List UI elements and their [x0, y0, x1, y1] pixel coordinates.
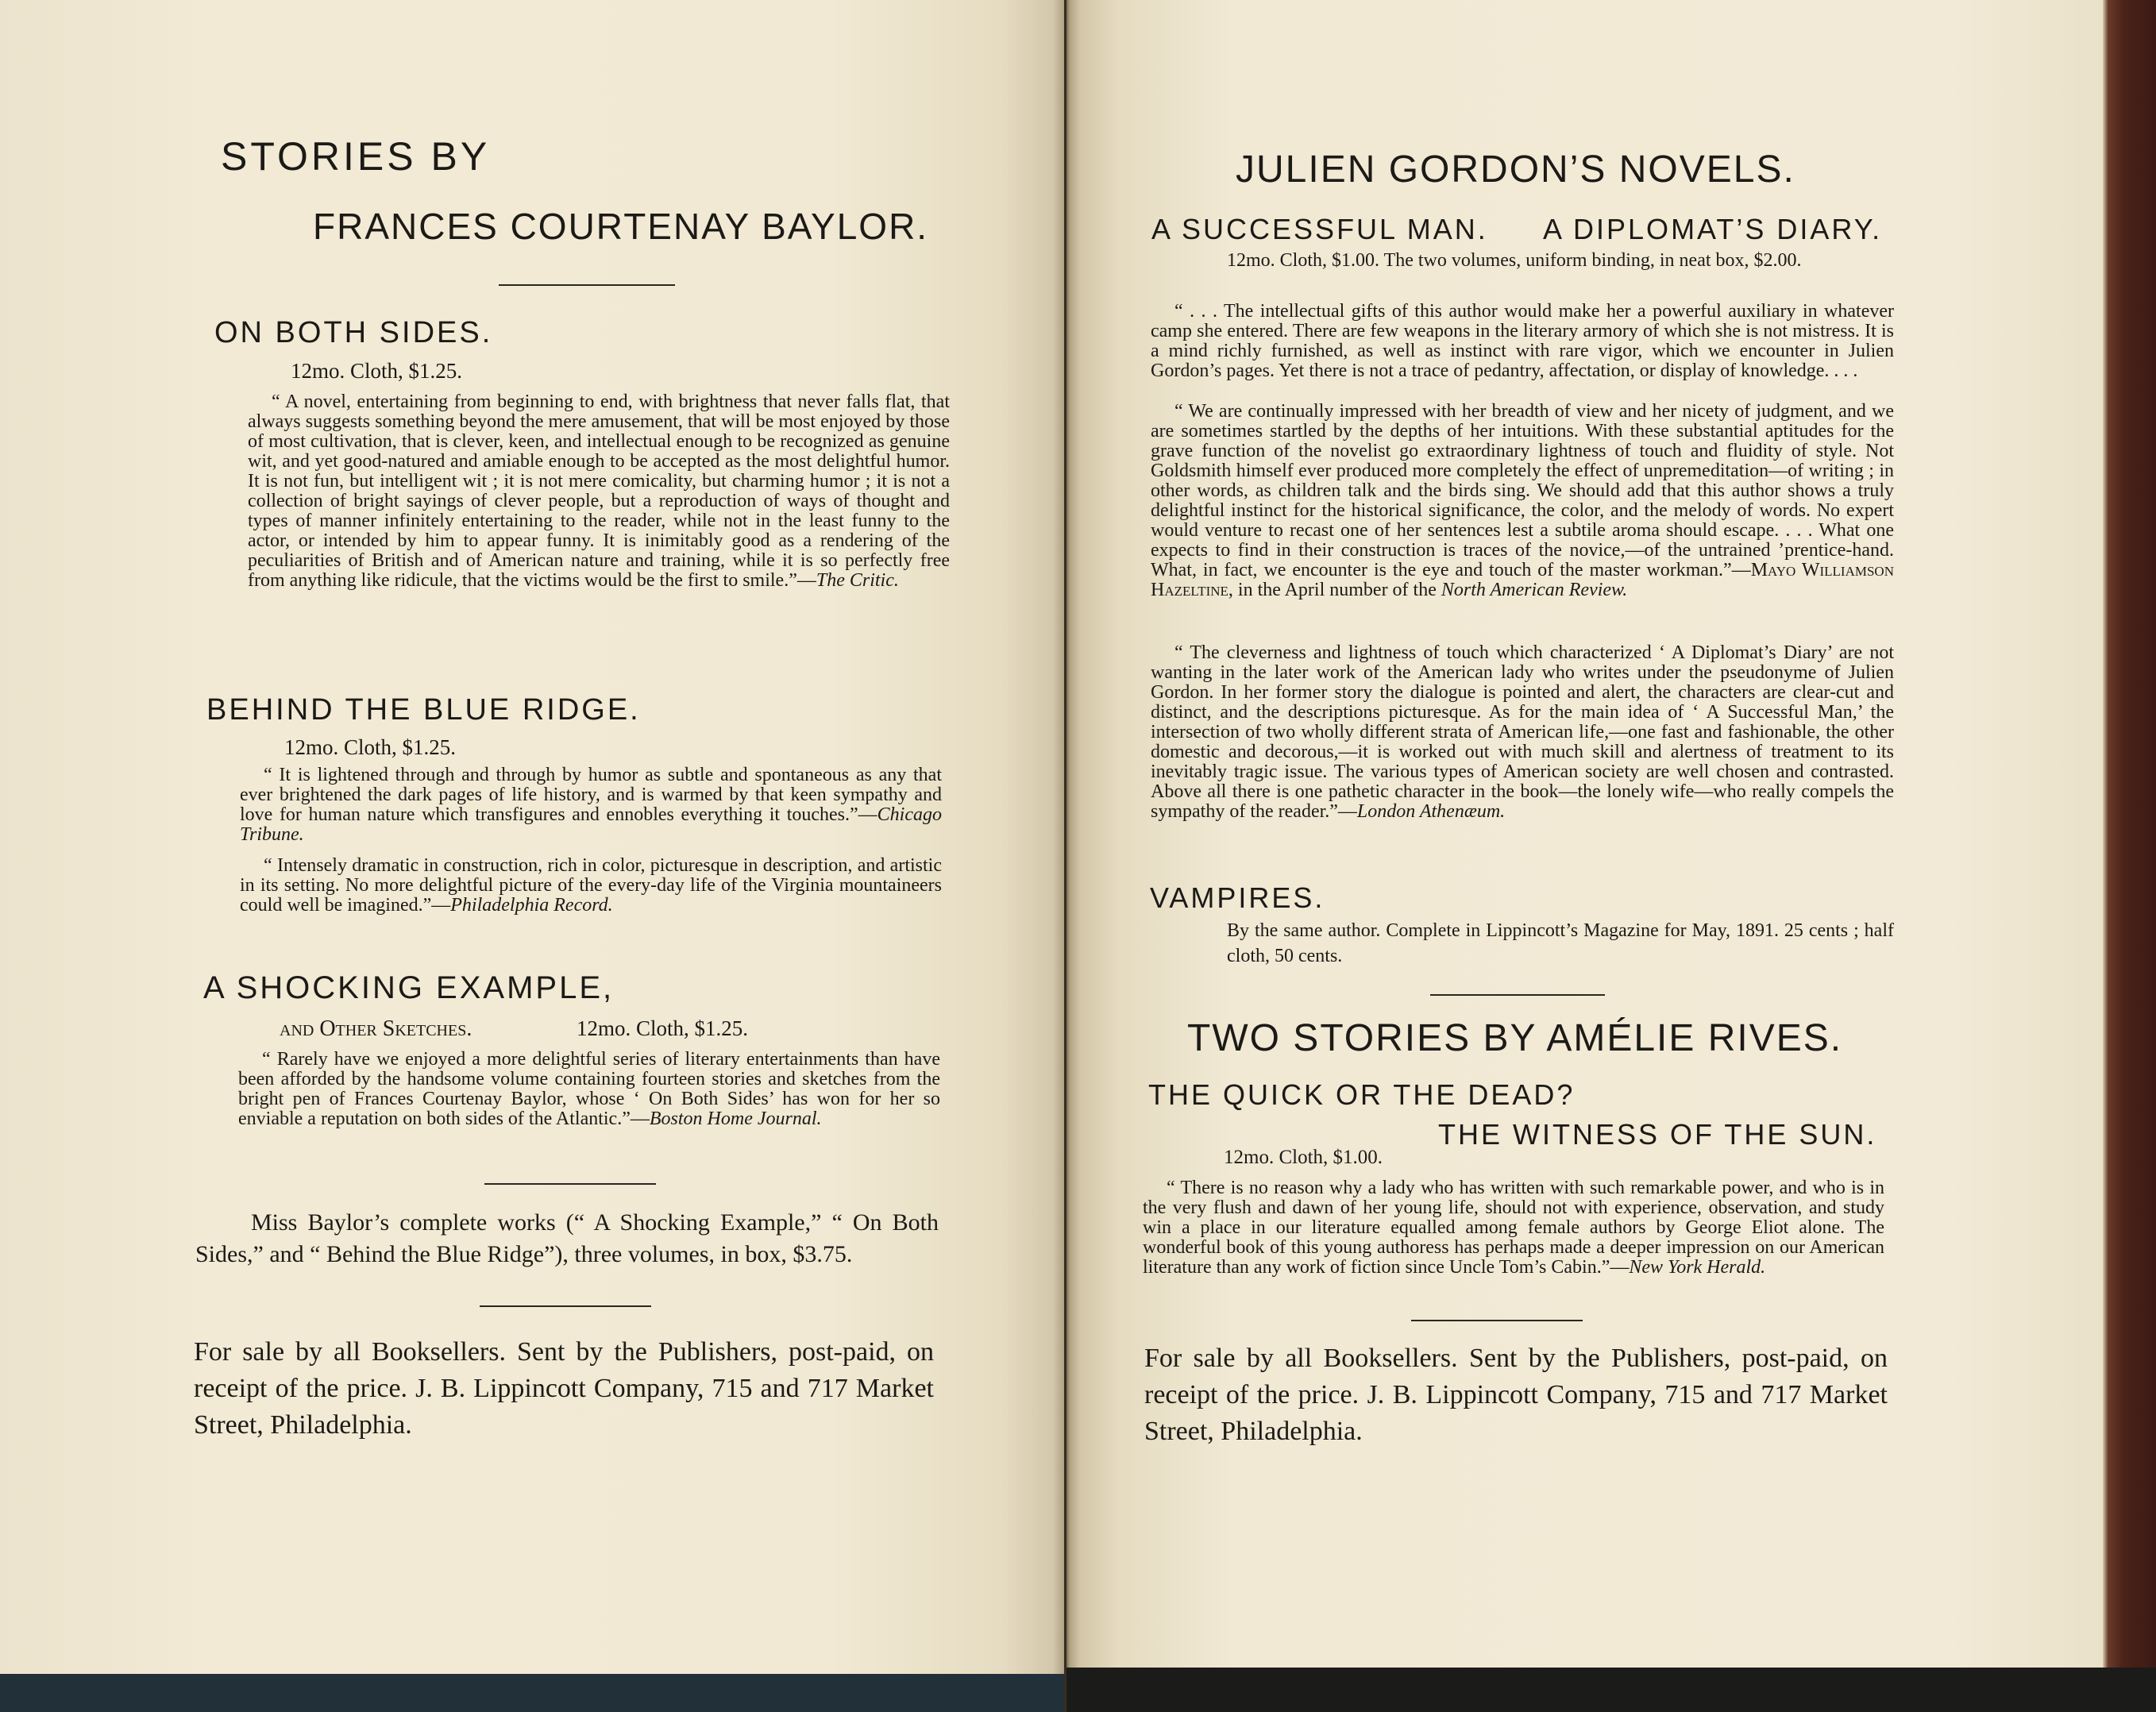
right-page: [1066, 0, 2103, 1712]
book-title-a-diplomats-diary: A DIPLOMAT’S DIARY.: [1543, 213, 1883, 245]
review-text: “ It is lightened through and through by humor as subtle and spontaneous as any that ever brightened the dark pages of life history, and is warmed by that keen sympathy and love for human nature which transfigures and ennobles everything it touches.”—: [240, 765, 942, 825]
book-title-a-successful-man: A SUCCESSFUL MAN.: [1151, 213, 1488, 245]
review-text: “ There is no reason why a lady who has written with such remarkable power, and who is in the very flush and dawn of her young life, should not with experience, observation, and study win a place in our literature equalled among female authors by George Eliot alone. The wonderful book of this young authoress has perhaps made a deeper impression on our American literature than any work of fiction since Uncle Tom’s Cabin.”—: [1143, 1178, 1884, 1278]
cover-board-edge: [2103, 0, 2156, 1712]
book-price: 12mo. Cloth, $1.00.: [1224, 1147, 1383, 1168]
cover-board-bottom: [1066, 1668, 2156, 1712]
book-title-the-witness-of-the-sun: THE WITNESS OF THE SUN.: [1438, 1118, 1877, 1151]
review-text: “ The cleverness and lightness of touch which characterized ‘ A Diplomat’s Diary’ are not wanting in the later work of the American lady who writes under the pseudonyme of Julien Gordon. In her former story the dialogue is pointed and alert, the characters are clear-cut and distinct, and the descriptions picturesque. As for the main idea of ‘ A Successful Man,’ the intersection of two wholly different strata of American life,—one fast and fashionable, the other domestic and decorous,—it is worked out with much skill and alertness of treatment to its inevitably tragic issue. The various types of American society are well chosen and contrasted. Above all there is one pathetic character in the book—the lonely wife—who really compels the sympathy of the reader.”—: [1151, 642, 1894, 822]
book-price: 12mo. Cloth, $1.00. The two volumes, uniform binding, in neat box, $2.00.: [1227, 250, 1802, 271]
book-price: 12mo. Cloth, $1.25.: [284, 735, 457, 759]
divider-rule: [480, 1305, 651, 1307]
divider-rule: [1430, 994, 1605, 996]
review-paragraph: “ . . . The intellectual gifts of this author would make her a powerful auxiliary in whatever camp she entered. There are few weapons in the literary armory of which she is not mistress. It is a mind richly furnished, as well as instinct with rare vigor, which we encounter in Julien Gordon’s pages. Yet there is not a trace of pedantry, affectation, or display of knowledge. . . .: [1151, 301, 1894, 381]
left-page: [0, 0, 1064, 1712]
review-paragraph: [240, 765, 942, 845]
review-text: , in the April number of the: [1228, 580, 1441, 600]
complete-works-note: Miss Baylor’s complete works (“ A Shocking Example,” “ On Both Sides,” and “ Behind the Blue Ridge”), three volumes, in box, $3.75.: [195, 1209, 939, 1267]
publisher-note: For sale by all Booksellers. Sent by the Publishers, post-paid, on receipt of the price. J. B. Lippincott Company, 715 and 717 Market Street, Philadelphia.: [194, 1337, 934, 1440]
review-source: Boston Home Journal.: [649, 1109, 822, 1129]
review-paragraph: [1151, 643, 1894, 822]
cover-board-bottom: [0, 1674, 1064, 1712]
review-source: New York Herald.: [1629, 1257, 1766, 1278]
review-source: Philadelphia Record.: [450, 895, 613, 916]
review-paragraph: [238, 1050, 940, 1129]
left-page-heading-line1: STORIES BY: [221, 134, 491, 179]
divider-rule: [1411, 1320, 1583, 1321]
publisher-note: For sale by all Booksellers. Sent by the Publishers, post-paid, on receipt of the price. J. B. Lippincott Company, 715 and 717 Market Street, Philadelphia.: [1144, 1344, 1888, 1446]
left-page-heading-line2: FRANCES COURTENAY BAYLOR.: [313, 206, 929, 247]
book-title-a-shocking-example: A SHOCKING EXAMPLE,: [203, 970, 615, 1005]
review-source: The Critic.: [816, 570, 899, 591]
review-paragraph: [248, 392, 950, 591]
review-text: “ A novel, entertaining from beginning to end, with brightness that never falls flat, that always suggests something beyond the mere amusement, that will be most enjoyed by those of most cultivation, that is clever, keen, and intellectual enough to be recognized as genuine wit, and yet good-natured and amiable enough to be accepted as the most delightful humor. It is not fun, but intelligent wit ; it is not mere comicality, but charming humor ; it is not a collection of bright sayings of clever people, but a reproduction of ways of thought and types of manner infinitely entertaining to the reader, while not in the least funny to the actor, or intended by him to appear funny. It is inimitably good as a rendering of the peculiarities of British and of American nature and training, while it is so perfectly free from anything like ridicule, that the victims would be the first to smile.”—: [248, 391, 950, 591]
review-text: “ Intensely dramatic in construction, rich in color, picturesque in description, and artistic in its setting. No more delightful picture of the every-day life of the Virginia mountaineers could well be imagined.”—: [240, 855, 942, 916]
review-source: Chicago Tribune.: [240, 804, 942, 845]
spine-gutter: [1053, 0, 1080, 1712]
divider-rule: [499, 284, 675, 286]
review-source: London Athenæum.: [1356, 801, 1506, 822]
book-title-the-quick-or-the-dead: THE QUICK OR THE DEAD?: [1148, 1078, 1576, 1111]
book-price: 12mo. Cloth, $1.25.: [577, 1016, 749, 1040]
book-price: 12mo. Cloth, $1.25.: [291, 359, 463, 383]
right-page-heading: JULIEN GORDON’S NOVELS.: [1236, 148, 1795, 191]
divider-rule: [484, 1183, 656, 1185]
review-text: “ Rarely have we enjoyed a more delightful series of literary entertainments than have been afforded by the handsome volume containing fourteen stories and sketches from the bright pen of Frances Courtenay Baylor, whose ‘ On Both Sides’ has won for her so enviable a reputation on both sides of the Atlantic.”—: [238, 1049, 940, 1129]
review-paragraph: [240, 856, 942, 916]
book-subtitle: and Other Sketches.: [280, 1016, 472, 1041]
book-title-on-both-sides: ON BOTH SIDES.: [214, 316, 493, 349]
review-author: Mayo Williamson Hazeltine: [1151, 560, 1894, 600]
vampires-note: By the same author. Complete in Lippincott’s Magazine for May, 1891. 25 cents ; half cloth, 50 cents.: [1227, 920, 1894, 966]
rives-heading: TWO STORIES BY AMÉLIE RIVES.: [1187, 1017, 1843, 1059]
review-paragraph: [1143, 1178, 1884, 1278]
book-title-behind-the-blue-ridge: BEHIND THE BLUE RIDGE.: [206, 693, 641, 727]
review-source: North American Review.: [1441, 580, 1628, 600]
review-text: “ We are continually impressed with her breadth of view and her nicety of judgment, and we are sometimes startled by the depths of her intuitions. With these substantial aptitudes for the grave function of the novelist go extraordinary lightness of touch and fluidity of style. Not Goldsmith himself ever produced more completely the effect of unpremeditation—of writing ; in other words, as children talk and the birds sing. We should add that this author shows a truly delightful instinct for the historical significance, the color, and the melody of words. No expert would venture to recast one of her sentences lest a subtile aroma should escape. . . . What one expects to find in their construction is traces of the novice,—of the untrained ’prentice-hand. What, in fact, we encounter is the eye and touch of the master workman.”—: [1151, 401, 1894, 580]
review-paragraph: [1151, 402, 1894, 600]
book-title-vampires: VAMPIRES.: [1150, 881, 1325, 914]
